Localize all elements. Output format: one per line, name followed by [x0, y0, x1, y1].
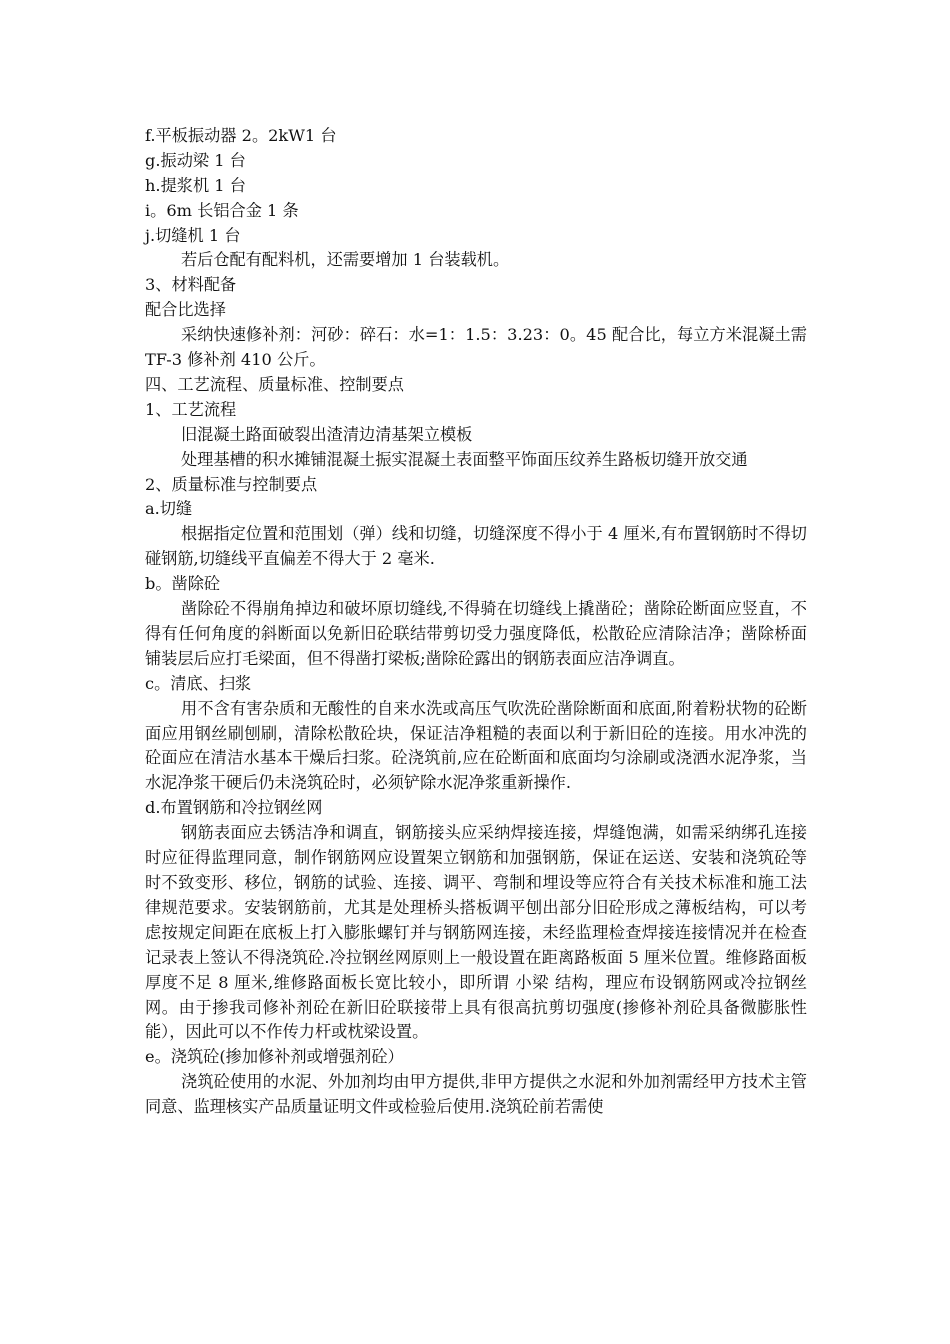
paragraph-cutting: 根据指定位置和范围划（弹）线和切缝，切缝深度不得小于 4 厘米,有布置钢筋时不得切碰钢筋,切缝线平直偏差不得大于 2 毫米. [145, 524, 807, 569]
document-page [145, 124, 807, 1120]
heading-rebar: d.布置钢筋和冷拉钢丝网 [145, 798, 323, 818]
paragraph-mix: 采纳快速修补剂：河砂：碎石：水=1：1.5：3.23：0。45 配合比，每立方米混凝土需 TF-3 修补剂 410 公斤。 [145, 325, 807, 370]
equipment-item-j: j.切缝机 1 台 [145, 225, 241, 245]
loader-note: 若后仓配有配料机，还需要增加 1 台装载机。 [181, 250, 510, 270]
paragraph-chiseling: 凿除砼不得崩角掉边和破坏原切缝线,不得骑在切缝线上撬凿砼；凿除砼断面应竖直，不得有任何角度的斜断面以免新旧砼联结带剪切受力强度降低，松散砼应清除洁净；凿除桥面铺装层后应打毛梁面，但不得凿打梁板;凿除砼露出的钢筋表面应洁净调直。 [145, 599, 807, 668]
heading-chiseling: b。凿除砼 [145, 574, 221, 594]
heading-process-flow: 1、工艺流程 [145, 399, 237, 419]
heading-materials: 3、材料配备 [145, 275, 237, 295]
paragraph-cleaning: 用不含有害杂质和无酸性的自来水洗或高压气吹洗砼凿除断面和底面,附着粉状物的砼断面应用钢丝刷刨刷，清除松散砼块，保证洁净粗糙的表面以利于新旧砼的连接。用水冲洗的砼面应在清洁水基本干燥后扫浆。砼浇筑前,应在砼断面和底面均匀涂刷或浇洒水泥净浆，当水泥净浆干硬后仍未浇筑砼时，必须铲除水泥净浆重新操作. [145, 698, 807, 793]
equipment-item-f: f.平板振动器 2。2kW1 台 [145, 126, 337, 145]
paragraph-rebar: 钢筋表面应去锈洁净和调直，钢筋接头应采纳焊接连接，焊缝饱满，如需采纳绑孔连接时应征得监理同意，制作钢筋网应设置架立钢筋和加强钢筋，保证在运送、安装和浇筑砼等时不致变形、移位，钢筋的试验、连接、调平、弯制和埋设等应符合有关技术标准和施工法律规范要求。安装钢筋前，尤其是处理桥头搭板调平刨出部分旧砼形成之薄板结构，可以考虑按规定间距在底板上打入膨胀螺钉并与钢筋网连接，未经监理检查焊接连接情况并在检查记录表上签认不得浇筑砼.冷拉钢丝网原则上一般设置在距离路板面 5 厘米位置。维修路面板厚度不足 8 厘米,维修路面板长宽比较小，即所谓 小梁 结构，理应布设钢筋网或冷拉钢丝网。由于掺我司修补剂砼在新旧砼联接带上具有很高抗剪切强度(掺修补剂砼具备微膨胀性能），因此可以不作传力杆或枕梁设置。 [145, 823, 807, 1042]
heading-quality-standards: 2、质量标准与控制要点 [145, 474, 318, 494]
heading-cleaning: c。清底、扫浆 [145, 673, 252, 693]
equipment-item-i: i。6m 长铝合金 1 条 [145, 200, 299, 220]
heading-section-four: 四、工艺流程、质量标准、控制要点 [145, 374, 404, 394]
process-flow-line-1: 旧混凝土路面破裂出渣清边清基架立模板 [181, 424, 473, 444]
equipment-item-h: h.提浆机 1 台 [145, 175, 246, 195]
heading-cutting: a.切缝 [145, 499, 193, 519]
equipment-item-g: g.振动梁 1 台 [145, 150, 246, 170]
process-flow-line-2: 处理基槽的积水摊铺混凝土振实混凝土表面整平饰面压纹养生路板切缝开放交通 [181, 449, 748, 469]
heading-pouring: e。浇筑砼(掺加修补剂或增强剂砼） [145, 1047, 404, 1067]
heading-mix-selection: 配合比选择 [145, 300, 226, 320]
paragraph-pouring: 浇筑砼使用的水泥、外加剂均由甲方提供,非甲方提供之水泥和外加剂需经甲方技术主管同意、监理核实产品质量证明文件或检验后使用.浇筑砼前若需使 [145, 1072, 807, 1117]
